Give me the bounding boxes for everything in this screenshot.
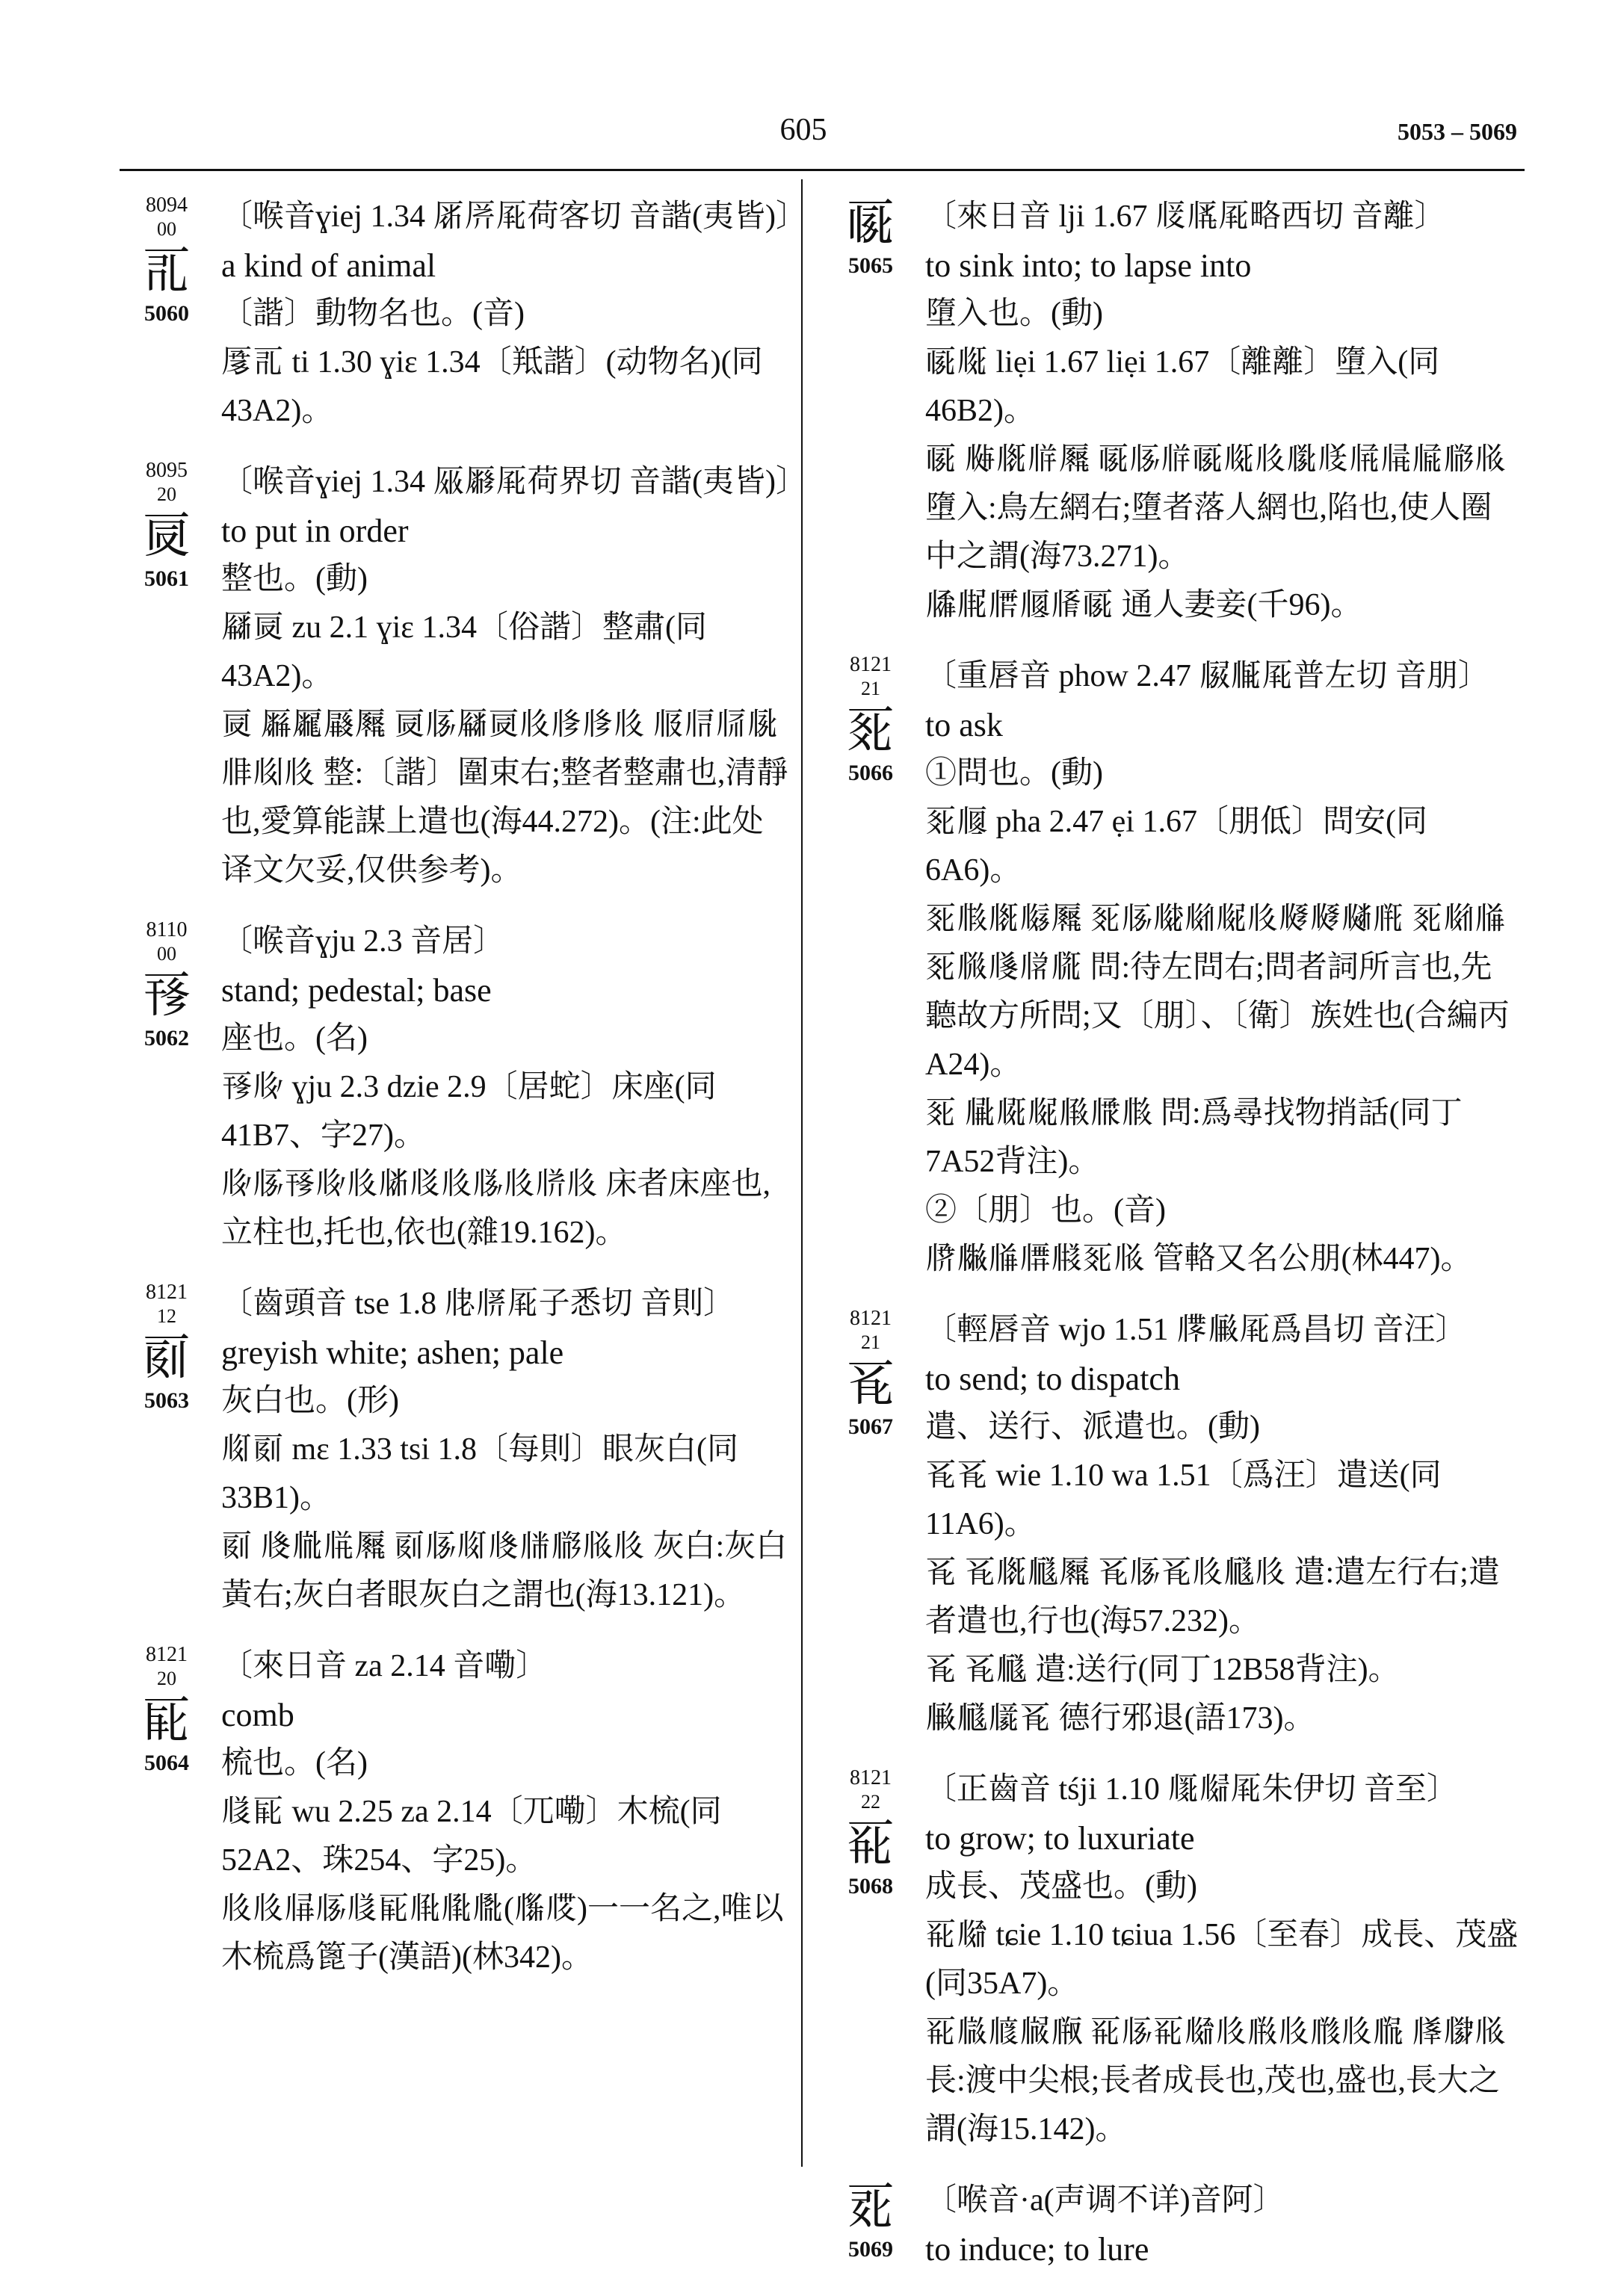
right-column <box>830 193 1521 2296</box>
entry-margin <box>126 1642 208 1777</box>
example: 𗅪𗅫𗅡𗅬𗅭𗀆𗄿 管輅又名公朋(林447)。 <box>925 1242 1472 1276</box>
definition: 座也。(名) <box>221 1021 368 1056</box>
head-character: 𗀆 <box>846 701 895 758</box>
english-gloss: to send; to dispatch <box>925 1361 1180 1397</box>
dictionary-entry <box>830 1766 1521 2154</box>
example: 𗀈𗅵𗅶𗅷𗅸 𗀈𗄩𗀈𗅴𗄪𗅹𗄪𗅺𗄪𗅻 𗅼𗅽𗄿 長:渡中尖根;長者成長也,茂也,盛也,長大之謂(海15.142)。 <box>925 2015 1507 2147</box>
definition: 整也。(動) <box>221 562 368 596</box>
entry-number: 5066 <box>848 761 893 785</box>
pronunciation: 〔齒頭音 tse 1.8 𗄷𗄸𗄠子悉切 音則〕 <box>221 1287 735 1321</box>
definition: 遣、送行、派遣也。(動) <box>925 1410 1260 1444</box>
entry-number: 5061 <box>144 566 189 591</box>
english-gloss: to sink into; to lapse into <box>925 247 1252 284</box>
code-top: 8121 <box>850 653 892 676</box>
entry-body <box>221 193 807 436</box>
english-gloss: stand; pedestal; base <box>221 972 492 1009</box>
entry-body <box>925 2176 1521 2274</box>
head-character: 𗀁 <box>142 507 191 564</box>
head-character: 𗀉 <box>846 2177 895 2235</box>
entry-number: 5062 <box>144 1026 189 1050</box>
code-top: 8095 <box>146 459 188 482</box>
dictionary-entry <box>126 1642 794 1982</box>
entry-body <box>925 652 1521 1284</box>
head-character: 𗀇 <box>846 1355 895 1412</box>
entry-margin <box>126 1280 208 1414</box>
head-character: 𗀄 <box>142 1691 191 1748</box>
example: 𗀇 𗀇𗅰 遣:送行(同丁12B58背注)。 <box>925 1653 1400 1687</box>
example: 𗀆 𗅦𗅧𗅝𗅨𗅩𗅙 問:爲尋找物捎話(同丁7A52背注)。 <box>925 1096 1463 1179</box>
left-column <box>126 193 807 2005</box>
head-character: 𗀀 <box>142 241 191 299</box>
example: 𗄡𗀀 ti 1.30 ɣiɛ 1.34〔羝諧〕(动物名)(同43A2)。 <box>221 345 763 428</box>
code-top: 8121 <box>146 1643 188 1666</box>
head-character: 𗀅 <box>846 194 895 251</box>
pronunciation: 〔來日音 za 2.14 音嘞〕 <box>221 1649 548 1683</box>
example: 𗅀𗀄 wu 2.25 za 2.14〔兀嘞〕木梳(同52A2、珠254、字25)。 <box>221 1795 722 1878</box>
example: 𗀈𗅴 tɕie 1.10 tɕiua 1.56〔至春〕成長、茂盛(同35A7)。 <box>925 1918 1519 2001</box>
entry-number: 5067 <box>848 1414 893 1439</box>
entry-margin <box>830 193 912 279</box>
definition: 墮入也。(動) <box>925 297 1103 331</box>
entry-number: 5060 <box>144 301 189 326</box>
entry-body <box>925 1766 1521 2154</box>
dictionary-entry <box>830 1306 1521 1743</box>
definition: 梳也。(名) <box>221 1746 368 1780</box>
example: 𗄲𗄩𗀂𗄲𗄪𗄳𗄴𗄪𗄵𗄪𗄶𗄪 床者床座也,立柱也,托也,依也(雜19.162)。 <box>221 1167 771 1250</box>
code-sub: 21 <box>861 1331 880 1353</box>
entry-number: 5063 <box>144 1388 189 1413</box>
pronunciation: 〔正齒音 tśji 1.10 𗅲𗅳𗄠朱伊切 音至〕 <box>925 1772 1458 1807</box>
code-sub: 20 <box>157 1668 176 1689</box>
code-top: 8121 <box>146 1281 188 1304</box>
example: 𗀇𗀇 wie 1.10 wa 1.51〔爲汪〕遣送(同11A6)。 <box>925 1458 1442 1541</box>
entry-margin <box>126 458 208 592</box>
head-character: 𗀈 <box>846 1814 895 1872</box>
definition: ①問也。(動) <box>925 756 1103 790</box>
dictionary-entry <box>126 918 794 1257</box>
dictionary-entry <box>830 193 1521 630</box>
definition: 成長、茂盛也。(動) <box>925 1869 1197 1904</box>
example: 𗀇 𗀇𗅋𗅰𗄨 𗀇𗄩𗀇𗄪𗅰𗄪 遣:遣左行右;遣者遣也,行也(海57.232)。 <box>925 1556 1500 1639</box>
entry-margin <box>830 1766 912 1900</box>
english-gloss: to ask <box>925 707 1003 743</box>
entry-margin <box>126 193 208 327</box>
example: 𗅯𗅰𗅱𗀇 德行邪退(語173)。 <box>925 1701 1315 1736</box>
entry-body <box>221 458 807 895</box>
entry-number: 5069 <box>848 2237 893 2262</box>
example: 𗀆𗅙𗅋𗅚𗄨 𗀆𗄩𗅛𗅜𗅝𗄪𗅞𗅞𗅟𗅠 𗀆𗅜𗅡𗀆𗅢𗅣𗅤𗅥 問:待左問右;問者詞所言也,先聽故方所問;又〔朋〕、〔衛〕族姓也(合編丙A24)。 <box>925 902 1510 1082</box>
entry-margin <box>830 1306 912 1441</box>
pronunciation: 〔喉音ɣiej 1.34 𗄞𗄟𗄠荷客切 音諧(夷皆)〕 <box>221 199 807 234</box>
pronunciation: 〔喉音·a(声调不详)音阿〕 <box>925 2183 1285 2218</box>
code-sub: 00 <box>157 218 176 240</box>
example: 𗅒𗅓𗅔𗅕𗅖𗀅 通人妻妾(千96)。 <box>925 588 1362 622</box>
english-gloss: to grow; to luxuriate <box>925 1820 1195 1857</box>
english-gloss: comb <box>221 1697 294 1733</box>
code-top: 8121 <box>850 1307 892 1330</box>
example: 𗀃 𗄺𗄻𗄼𗄨 𗀃𗄩𗄹𗄺𗄽𗄾𗄿𗄪 灰白:灰白黃右;灰白者眼灰白之謂也(海13.121)。 <box>221 1529 788 1612</box>
english-gloss: to put in order <box>221 513 409 549</box>
definition: 灰白也。(形) <box>221 1384 399 1418</box>
example: 𗀅𗅉 liẹi 1.67 liẹi 1.67〔離離〕墮入(同46B2)。 <box>925 345 1440 428</box>
example: 𗄹𗀃 mɛ 1.33 tsi 1.8〔每則〕眼灰白(同33B1)。 <box>221 1432 738 1515</box>
entry-number: 5065 <box>848 253 893 278</box>
head-character: 𗀂 <box>142 966 191 1024</box>
dictionary-entry <box>126 1280 794 1620</box>
pronunciation: 〔喉音ɣju 2.3 音居〕 <box>221 924 505 959</box>
code-top: 8110 <box>146 918 188 941</box>
entry-margin <box>830 2176 912 2263</box>
code-sub: 12 <box>157 1305 176 1327</box>
entry-margin <box>126 918 208 1052</box>
dictionary-entry <box>126 458 807 895</box>
page-number: 605 <box>779 113 827 147</box>
definition: ②〔朋〕也。(音) <box>925 1193 1166 1228</box>
example: 𗀆𗅕 pha 2.47 ẹi 1.67〔朋低〕問安(同6A6)。 <box>925 805 1427 888</box>
english-gloss: greyish white; ashen; pale <box>221 1334 564 1371</box>
english-gloss: to induce; to lure <box>925 2231 1149 2268</box>
english-gloss: a kind of animal <box>221 247 436 284</box>
example: 𗀂𗄲 ɣju 2.3 dzie 2.9〔居蛇〕床座(同41B7、字27)。 <box>221 1070 717 1153</box>
pronunciation: 〔來日音 lji 1.67 𗅇𗅈𗄠略西切 音離〕 <box>925 199 1446 234</box>
page-header <box>90 112 1517 172</box>
entry-number: 5064 <box>144 1751 189 1775</box>
dictionary-entry <box>126 193 807 436</box>
entry-body <box>925 193 1521 630</box>
dictionary-entry <box>830 652 1521 1284</box>
code-sub: 00 <box>157 943 176 965</box>
code-sub: 22 <box>861 1791 880 1813</box>
definition: 〔諧〕動物名也。(音) <box>221 297 525 331</box>
example: 𗀅 𗅊𗅋𗅌𗄨 𗀅𗄩𗅌𗀅𗅉𗄪𗅍𗅎𗅏𗅐𗅑𗄾𗄿 墮入:鳥左網右;墮者落人網也,陷也,使人圈中之謂(海73.271)。 <box>925 442 1507 574</box>
entry-body <box>221 1642 794 1982</box>
pronunciation: 〔輕唇音 wjo 1.51 𗅮𗅯𗄠爲昌切 音汪〕 <box>925 1313 1467 1347</box>
code-sub: 21 <box>861 678 880 699</box>
example: 𗄪𗄪𗅁𗄩𗅀𗀄𗅂𗅃𗅄(𗅅𗅆)一一名之,唯以木梳爲篦子(漢語)(林342)。 <box>221 1892 784 1975</box>
pronunciation: 〔重唇音 phow 2.47 𗅗𗅘𗄠普左切 音朋〕 <box>925 659 1489 693</box>
entry-body <box>221 1280 794 1620</box>
code-sub: 20 <box>157 483 176 505</box>
pronunciation: 〔喉音ɣiej 1.34 𗄢𗄣𗄠荷界切 音諧(夷皆)〕 <box>221 465 807 499</box>
example: 𗀁 𗄥𗄦𗄧𗄨 𗀁𗄩𗄤𗀁𗄪𗄫𗄫𗄪 𗄬𗄭𗄮𗄯𗄰𗄱𗄪 整:〔諧〕圍束右;整者整肅也,清靜也,愛算能謀上遣也(海44.272)。(注:此处译文欠妥,仅供参考)。 <box>221 708 788 888</box>
example: 𗄤𗀁 zu 2.1 ɣiɛ 1.34〔俗諧〕整肅(同43A2)。 <box>221 610 707 693</box>
entry-number: 5068 <box>848 1874 893 1899</box>
entry-body <box>221 918 794 1257</box>
entry-range: 5053 – 5069 <box>1398 118 1517 145</box>
dictionary-entry <box>830 2176 1521 2274</box>
code-top: 8094 <box>146 194 188 217</box>
entry-margin <box>830 652 912 787</box>
code-top: 8121 <box>850 1766 892 1789</box>
header-rule <box>120 169 1525 171</box>
head-character: 𗀃 <box>142 1328 191 1386</box>
entry-body <box>925 1306 1521 1743</box>
